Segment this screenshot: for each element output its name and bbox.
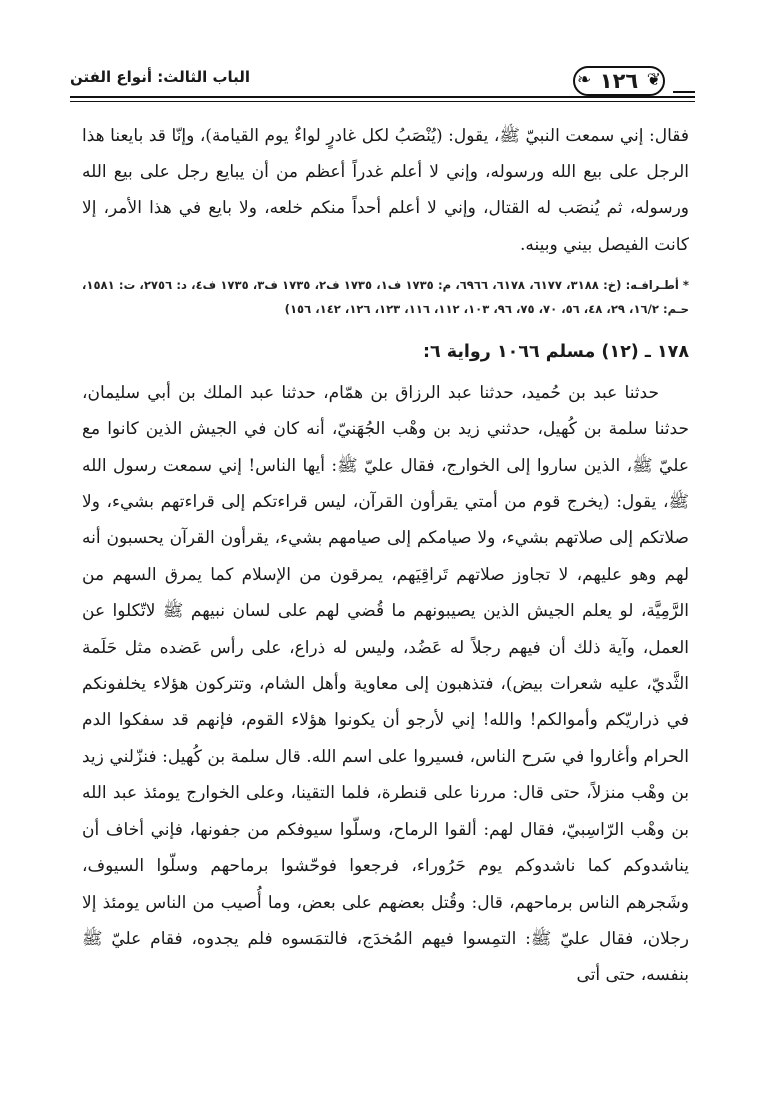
references-note bbox=[82, 273, 689, 321]
paragraph: فقال: إني سمعت النبيّ ﷺ، يقول: (يُنْصَبُ لكل غادرٍ لواءٌ يوم القيامة)، وإنّا قد بايعنا هذا الرجل على بيع الله ورسوله، وإني لا أعلم غدراً أعظم من أن يبايع رجل على بيع الله ورسوله، ثم يُنصَب له القتال، وإني لا أعلم أحداً منكم خلعه، ولا بايع في هذا الأمر، إلا كانت الفيصل بيني وبينه. bbox=[82, 126, 689, 255]
header-rule bbox=[70, 96, 695, 98]
chapter-title: الباب الثالث: أنواع الفتن bbox=[70, 68, 251, 86]
header-dash bbox=[673, 91, 695, 93]
page-number-badge bbox=[573, 66, 665, 96]
references-text: أطـرافـه: (خ: ٣١٨٨، ٦١٧٧، ٦١٧٨، ٦٩٦٦، م: ١٧٣٥ ف١، ١٧٣٥ ف٢، ١٧٣٥ ف٣، ١٧٣٥ ف٤، د: ٢٧٥٦، ت: ١٥٨١، حـم: ١٦/٢، ٢٩، ٤٨، ٥٦، ٧٠، ٧٥، ٩٦، ١٠٣، ١١٢، ١١٦، ١٢٣، ١٢٦، ١٤٢، ١٥٦) bbox=[82, 277, 689, 316]
header-rule-thin bbox=[70, 101, 695, 102]
ornament-leaf-icon: ❦ bbox=[646, 70, 661, 90]
hadith-heading: ١٧٨ ـ (١٢) مسلم ١٠٦٦ رواية ٦: bbox=[422, 341, 689, 362]
running-header bbox=[70, 62, 695, 102]
ornament-leaf-icon: ❧ bbox=[577, 70, 592, 90]
hadith-body bbox=[82, 375, 689, 994]
page-number: ١٢٦ bbox=[599, 69, 639, 93]
page-content bbox=[82, 118, 689, 994]
reference-marker: * bbox=[682, 277, 689, 292]
paragraph: حدثنا عبد بن حُميد، حدثنا عبد الرزاق بن همّام، حدثنا عبد الملك بن أبي سليمان، حدثنا سلمة بن كُهيل، حدثني زيد بن وهْب الجُهَنيّ، أنه كان في الجيش الذين كانوا مع عليّ ﷺ، الذين ساروا إلى الخوارج، فقال عليّ ﷺ: أيها الناس! إني سمعت رسول الله ﷺ، يقول: (يخرج قوم من أمتي يقرأون القرآن، ليس قراءتكم إلى قراءتهم بشيء، ولا صلاتكم إلى صلاتهم بشيء، ولا صيامكم إلى صيامهم بشيء، يقرأون القرآن يحسبون أنه لهم وهو عليهم، لا تجاوز صلاتهم تَراقِيَهم، يمرقون من الإسلام كما يمرق السهم من الرَّمِيَّة، لو يعلم الجيش الذين يصيبونهم ما قُضي لهم على لسان نبيهم ﷺ لاتّكلوا عن العمل، وآية ذلك أن فيهم رجلاً له عَضُد، وليس له ذراع، على رأس عَضده مثل حَلَمة الثَّديّ، عليه شعرات بيض)، فتذهبون إلى معاوية وأهل الشام، وتتركون هؤلاء يخلفونكم في ذراريّكم وأموالكم! والله! إني لأرجو أن يكونوا هؤلاء القوم، فإنهم قد سفكوا الدم الحرام وأغاروا في سَرح الناس، فسيروا على اسم الله. قال سلمة بن كُهيل: فنزّلني زيد بن وهْب منزلاً، حتى قال: مررنا على قنطرة، فلما التقينا، وعلى الخوارج يومئذ عبد الله بن وهْب الرّاسِبيّ، فقال لهم: ألقوا الرماح، وسلّوا سيوفكم من جفونها، فإني أخاف أن يناشدوكم كما ناشدوكم يوم حَرُوراء، فرجعوا فوحّشوا برماحهم وسلّوا السيوف، وشَجرهم الناس برماحهم، قال: وقُتل بعضهم على بعض، وما أُصيب من الناس يومئذ إلا رجلان، فقال عليّ ﷺ: التمِسوا فيهم المُخدَج، فالتمَسوه فلم يجدوه، فقام عليّ ﷺ بنفسه، حتى أتى bbox=[82, 382, 689, 986]
